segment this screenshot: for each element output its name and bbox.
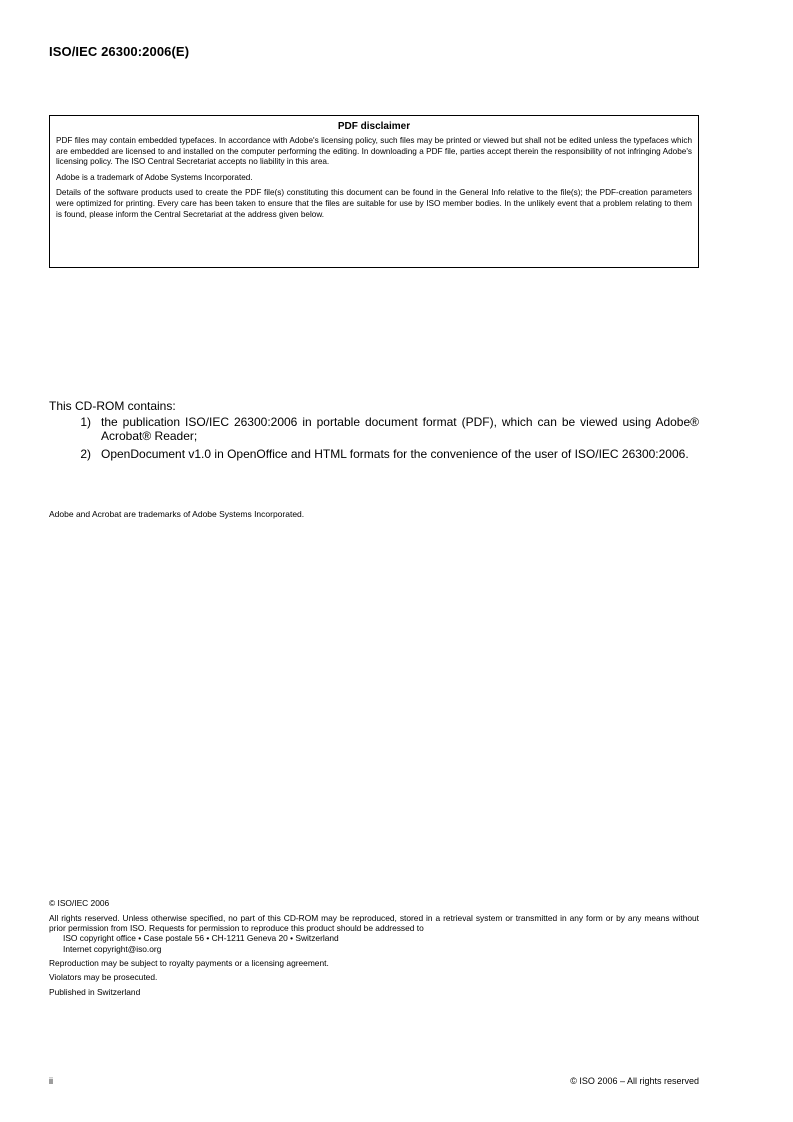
pdf-disclaimer-box	[49, 115, 699, 268]
list-item-number: 2)	[80, 447, 91, 461]
footer-rights-notice: © ISO 2006 – All rights reserved	[570, 1076, 699, 1086]
disclaimer-paragraph: PDF files may contain embedded typefaces. In accordance with Adobe's licensing policy, such files may be printed or viewed but shall not be edited unless the typefaces which are embedded are licensed to and installed on the computer performing the editing. In downloading a PDF file, parties accept therein the responsibility of not infringing Adobe's licensing policy. The ISO Central Secretariat accepts no liability in this area.	[56, 136, 692, 167]
disclaimer-title: PDF disclaimer	[337, 121, 411, 132]
published-notice: Published in Switzerland	[49, 986, 141, 997]
cdrom-contents	[49, 399, 699, 467]
document-title: ISO/IEC 26300:2006(E)	[49, 44, 190, 59]
address-line: ISO copyright office • Case postale 56 • CH-1211 Geneva 20 • Switzerland	[63, 933, 339, 944]
page-number: ii	[49, 1076, 53, 1086]
contents-intro: This CD-ROM contains:	[49, 399, 176, 413]
disclaimer-paragraph: Details of the software products used to create the PDF file(s) constituting this document can be found in the General Info relative to the file(s); the PDF-creation parameters were optimized for printing. Every care has been taken to ensure that the files are suitable for use by ISO member bodies. In the unlikely event that a problem relating to them is found, please inform the Central Secretariat at the address given below.	[56, 188, 692, 219]
list-item-text: OpenDocument v1.0 in OpenOffice and HTML formats for the convenience of the user of ISO/IEC 26300:2006.	[101, 447, 689, 461]
violators-notice: Violators may be prosecuted.	[49, 972, 158, 982]
address-contact: Internet copyright@iso.org	[63, 943, 162, 954]
copyright-office-address	[49, 933, 699, 954]
rights-statement: All rights reserved. Unless otherwise specified, no part of this CD-ROM may be reproduced, stored in a retrieval system or transmitted in any form or by any means without prior permission from ISO. Requests for permission to reproduce this product should be addressed to	[49, 912, 699, 933]
disclaimer-paragraph: Adobe is a trademark of Adobe Systems Incorporated.	[56, 172, 253, 182]
list-item	[49, 416, 699, 443]
copyright-line: © ISO/IEC 2006	[49, 898, 110, 908]
trademark-note: Adobe and Acrobat are trademarks of Adobe Systems Incorporated.	[49, 509, 305, 519]
royalty-notice: Reproduction may be subject to royalty payments or a licensing agreement.	[49, 957, 329, 968]
list-item	[49, 448, 699, 462]
list-item-text: the publication ISO/IEC 26300:2006 in portable document format (PDF), which can be viewed using Adobe® Acrobat® Reader;	[101, 415, 699, 443]
contents-list	[49, 416, 699, 462]
list-item-number: 1)	[80, 415, 91, 429]
copyright-block	[49, 898, 699, 1001]
